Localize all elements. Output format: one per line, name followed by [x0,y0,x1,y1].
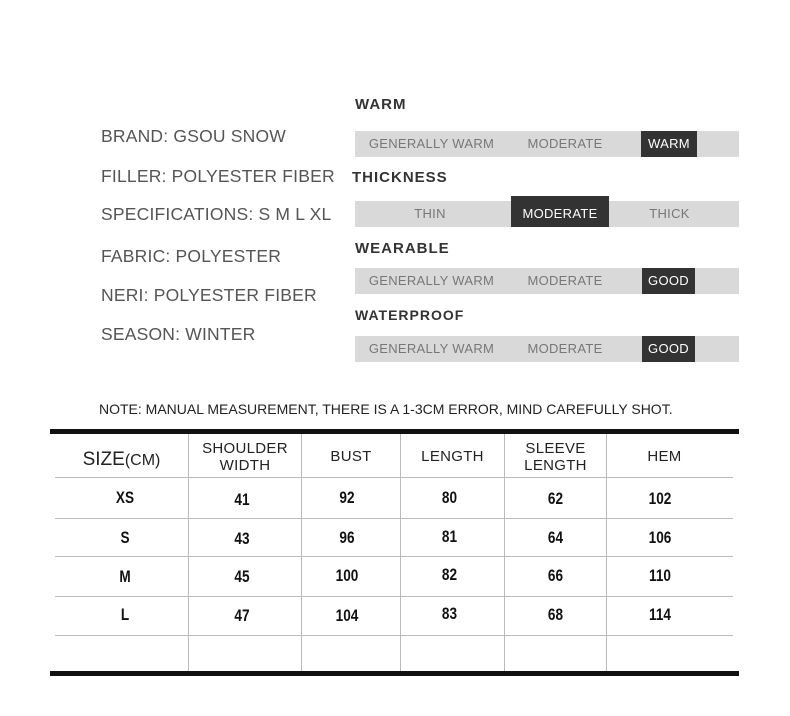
spec-brand: BRAND: GSOU SNOW [101,126,287,146]
attr-thickness-scale [355,201,739,227]
table-bottom-rule [50,671,739,676]
header-sleeve-line1: SLEEVE [525,440,586,457]
column-divider [606,434,607,671]
cell-bust: 92 [339,488,355,507]
attr-thickness-title: THICKNESS [352,169,448,186]
spec-filler: FILLER: POLYESTER FIBER [101,166,335,186]
cell-sleeve: 64 [547,528,564,547]
column-divider [400,434,401,671]
cell-length: 81 [441,527,458,546]
cell-hem: 102 [648,489,672,508]
cell-size: M [119,567,131,586]
header-sleeve-line2: LENGTH [524,457,587,474]
attr-waterproof-option-generally-warm: GENERALLY WARM [368,341,495,356]
cell-length: 80 [441,488,458,507]
attr-waterproof-title: WATERPROOF [355,307,465,323]
spec-season: SEASON: WINTER [101,324,256,344]
attr-wearable-scale [355,268,739,294]
attr-warm-title: WARM [355,96,407,113]
cell-shoulder: 43 [234,529,250,548]
attr-thickness-option-moderate-selected: MODERATE [511,196,609,227]
cell-hem: 110 [649,566,671,585]
spec-specifications: SPECIFICATIONS: S M L XL [101,204,332,224]
header-bust: BUST [330,448,372,465]
attr-warm-option-generally-warm: GENERALLY WARM [368,136,495,151]
attr-waterproof-option-good-selected: GOOD [642,336,695,362]
cell-size: L [120,605,130,624]
cell-length: 83 [441,604,458,623]
attr-waterproof-scale [355,336,739,362]
header-hem: HEM [647,448,682,465]
spec-neri: NERI: POLYESTER FIBER [101,285,317,305]
cell-sleeve: 66 [547,566,564,585]
attr-wearable-option-moderate: MODERATE [527,273,603,288]
attr-thickness-option-thin: THIN [414,206,446,221]
cell-sleeve: 68 [547,605,564,624]
header-sleeve-length [505,440,606,474]
cell-bust: 104 [335,606,359,625]
cell-hem: 114 [649,605,671,624]
cell-bust: 100 [335,566,359,585]
row-divider [55,556,733,557]
cell-shoulder: 45 [234,567,250,586]
cell-bust: 96 [339,528,355,547]
attr-wearable-option-generally-warm: GENERALLY WARM [368,273,495,288]
cell-sleeve: 62 [547,489,564,508]
attr-waterproof-option-moderate: MODERATE [527,341,603,356]
row-divider [55,596,733,597]
attr-wearable-option-good-selected: GOOD [642,268,695,294]
header-size-unit: (CM) [124,452,161,469]
attr-wearable-title: WEARABLE [355,240,450,257]
measurement-note: NOTE: MANUAL MEASUREMENT, THERE IS A 1-3CM ERROR, MIND CAREFULLY SHOT. [99,401,673,417]
cell-size: S [120,528,130,547]
attr-warm-option-moderate: MODERATE [527,136,603,151]
header-shoulder-line1: SHOULDER [202,440,288,457]
column-divider [301,434,302,671]
cell-hem: 106 [648,528,672,547]
row-divider [55,635,733,636]
row-divider [55,518,733,519]
table-top-rule [50,429,739,434]
spec-fabric: FABRIC: POLYESTER [101,246,282,266]
header-size [55,449,188,471]
header-shoulder-width [189,440,301,474]
attr-warm-option-warm-selected: WARM [641,131,697,157]
cell-size: XS [115,488,135,507]
row-divider [55,477,733,478]
attr-warm-scale [355,131,739,157]
attr-thickness-option-thick: THICK [649,206,690,221]
cell-length: 82 [441,565,458,584]
cell-shoulder: 47 [234,606,250,625]
header-length: LENGTH [421,448,484,465]
header-size-label: SIZE [82,449,125,470]
header-shoulder-line2: WIDTH [219,457,271,474]
cell-shoulder: 41 [234,490,250,509]
